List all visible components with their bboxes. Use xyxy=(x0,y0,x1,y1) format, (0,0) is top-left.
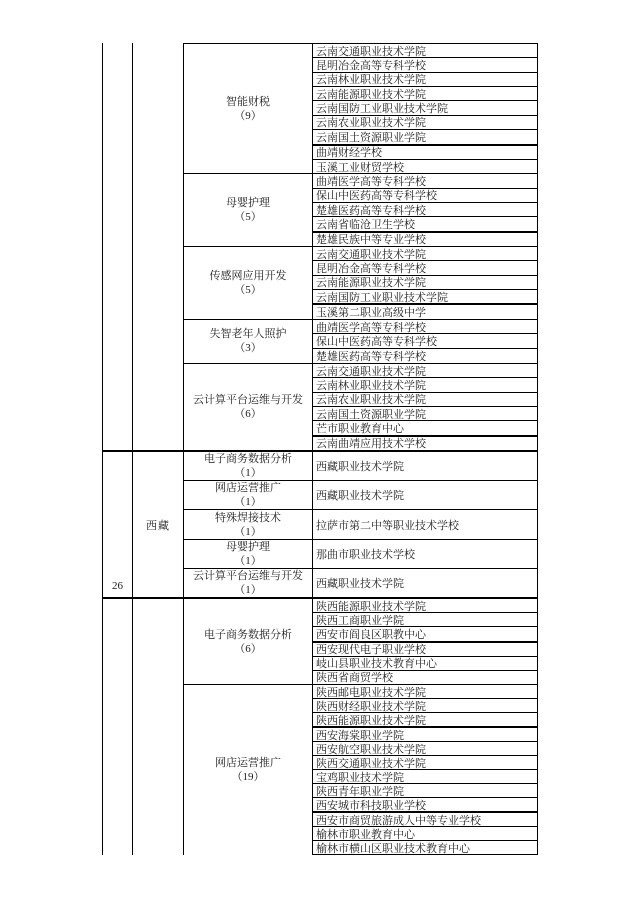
school-list xyxy=(312,569,538,597)
school-cell: 云南农业职业技术学院 xyxy=(313,115,537,129)
category-name: 母婴护理 xyxy=(226,197,270,210)
province-section xyxy=(102,450,538,597)
school-cell: 云南省临沧卫生学校 xyxy=(313,216,537,230)
school-list xyxy=(312,510,538,538)
category-count: （1） xyxy=(234,467,262,480)
school-cell: 楚雄医药高等专科学校 xyxy=(313,348,537,363)
school-list xyxy=(312,364,538,450)
school-cell: 云南能源职业技术学院 xyxy=(313,275,537,289)
school-cell: 西藏职业技术学院 xyxy=(316,461,404,474)
school-list xyxy=(312,174,538,246)
school-cell: 云南国防工业职业技术学院 xyxy=(313,100,537,114)
category-name: 母婴护理 xyxy=(226,540,270,553)
category-cell xyxy=(183,569,312,597)
row-number-cell xyxy=(102,43,132,450)
certificate-school-table xyxy=(102,43,538,855)
school-cell: 云南交通职业技术学院 xyxy=(316,248,426,261)
category-name: 云计算平台运维与开发 xyxy=(193,569,303,582)
certificate-group xyxy=(183,246,538,319)
school-cell: 云南国防工业职业技术学院 xyxy=(313,289,537,303)
school-cell: 陕西邮电职业技术学院 xyxy=(316,686,426,698)
school-cell: 云南能源职业技术学院 xyxy=(313,86,537,100)
certificate-group xyxy=(183,599,538,684)
category-name: 云计算平台运维与开发 xyxy=(193,393,303,406)
school-cell: 保山中医药高等专科学校 xyxy=(313,188,537,202)
category-cell xyxy=(183,599,312,684)
school-cell: 楚雄医药高等专科学校 xyxy=(313,202,537,216)
school-list xyxy=(312,540,538,568)
school-cell: 陕西能源职业技术学院 xyxy=(316,600,426,613)
school-cell: 云南林业职业技术学院 xyxy=(313,377,537,391)
category-name: 失智老年人照护 xyxy=(209,328,287,341)
certificate-group xyxy=(183,684,538,855)
school-list xyxy=(312,44,538,173)
category-name: 网店运营推广 xyxy=(215,757,281,769)
category-cell xyxy=(183,540,312,568)
school-cell: 西安城市科技职业学校 xyxy=(313,797,537,811)
school-list xyxy=(312,320,538,363)
certificate-group xyxy=(183,480,538,509)
certificate-group xyxy=(183,568,538,597)
school-list xyxy=(312,481,538,509)
category-count: （9） xyxy=(234,109,262,122)
category-count: （1） xyxy=(234,583,262,596)
category-cell xyxy=(183,685,312,855)
province-cell: 西藏 xyxy=(132,452,183,597)
school-cell: 榆林市职业教育中心 xyxy=(313,826,537,840)
category-cell xyxy=(183,364,312,450)
certificate-group xyxy=(183,509,538,538)
school-cell: 拉萨市第二中等职业技术学校 xyxy=(316,519,459,532)
category-cell xyxy=(183,510,312,538)
school-cell: 陕西交通职业技术学院 xyxy=(313,755,537,769)
school-list xyxy=(312,247,538,319)
school-list xyxy=(312,599,538,684)
school-cell: 陕西能源职业技术学院 xyxy=(313,712,537,726)
province-cell xyxy=(132,599,183,855)
category-name: 电子商务数据分析 xyxy=(204,453,292,466)
school-cell: 云南交通职业技术学院 xyxy=(316,45,426,58)
province-section xyxy=(102,43,538,450)
school-list xyxy=(312,685,538,855)
category-cell xyxy=(183,481,312,509)
certificate-group xyxy=(183,539,538,568)
category-groups xyxy=(183,43,538,450)
category-name: 特殊焊接技术 xyxy=(215,511,281,524)
category-count: （1） xyxy=(234,496,262,509)
school-cell: 西安海棠职业学院 xyxy=(313,726,537,741)
school-cell: 保山中医药高等专科学校 xyxy=(313,333,537,348)
school-cell: 西安市阎良区职教中心 xyxy=(313,626,537,640)
certificate-group xyxy=(183,319,538,363)
school-cell: 西安市商贸旅游成人中等专业学校 xyxy=(313,811,537,826)
school-cell: 西藏职业技术学院 xyxy=(316,577,404,590)
category-count: （1） xyxy=(234,525,262,538)
category-count: （6） xyxy=(234,642,262,655)
category-count: （19） xyxy=(231,771,265,783)
school-cell: 云南林业职业技术学院 xyxy=(313,72,537,86)
school-cell: 云南交通职业技术学院 xyxy=(316,365,426,378)
category-groups xyxy=(183,599,538,855)
school-cell: 楚雄民族中等专业学校 xyxy=(313,231,537,246)
category-cell xyxy=(183,452,312,480)
school-cell: 陕西工商职业学院 xyxy=(313,612,537,626)
province-cell xyxy=(132,43,183,450)
province-section xyxy=(102,597,538,855)
row-number-cell xyxy=(102,599,132,855)
school-list xyxy=(312,452,538,480)
school-cell: 曲靖财经学校 xyxy=(313,144,537,159)
school-cell: 榆林市横山区职业技术教育中心 xyxy=(313,840,537,854)
category-cell xyxy=(183,174,312,246)
school-cell: 陕西省商贸学校 xyxy=(313,670,537,684)
school-cell: 云南农业职业技术学院 xyxy=(313,392,537,406)
school-cell: 云南国土资源职业学院 xyxy=(313,129,537,143)
school-cell: 玉溪第二职业高级中学 xyxy=(313,303,537,318)
school-cell: 岐山县职业技术教育中心 xyxy=(313,656,537,670)
school-cell: 陕西青年职业学院 xyxy=(313,783,537,797)
school-cell: 曲靖医学高等专科学校 xyxy=(316,175,426,188)
category-cell xyxy=(183,320,312,363)
category-cell xyxy=(183,247,312,319)
row-number-cell: 26 xyxy=(102,452,132,597)
school-cell: 玉溪工业财贸学校 xyxy=(313,159,537,173)
category-name: 网店运营推广 xyxy=(215,482,281,495)
certificate-group xyxy=(183,363,538,450)
category-count: （5） xyxy=(234,283,262,296)
certificate-group xyxy=(183,173,538,246)
certificate-group xyxy=(183,452,538,480)
school-cell: 宝鸡职业技术学院 xyxy=(313,769,537,783)
school-cell: 云南曲靖应用技术学校 xyxy=(313,435,537,450)
school-cell: 西安航空职业技术学院 xyxy=(313,741,537,755)
school-cell: 西安现代电子职业学校 xyxy=(313,641,537,656)
category-groups xyxy=(183,452,538,597)
category-count: （6） xyxy=(234,407,262,420)
school-cell: 那曲市职业技术学校 xyxy=(316,548,415,561)
school-cell: 昆明冶金高等专科学校 xyxy=(313,57,537,71)
category-count: （3） xyxy=(234,342,262,355)
school-cell: 曲靖医学高等专科学校 xyxy=(316,321,426,334)
category-name: 电子商务数据分析 xyxy=(204,628,292,641)
category-name: 智能财税 xyxy=(226,95,270,108)
category-cell xyxy=(183,44,312,173)
category-name: 传感网应用开发 xyxy=(209,269,287,282)
school-cell: 昆明冶金高等专科学校 xyxy=(313,260,537,274)
category-count: （1） xyxy=(234,554,262,567)
school-cell: 云南国土资源职业学院 xyxy=(313,406,537,420)
school-cell: 芒市职业教育中心 xyxy=(313,420,537,434)
certificate-group xyxy=(183,44,538,173)
school-cell: 陕西财经职业技术学院 xyxy=(313,698,537,712)
category-count: （5） xyxy=(234,211,262,224)
school-cell: 西藏职业技术学院 xyxy=(316,490,404,503)
